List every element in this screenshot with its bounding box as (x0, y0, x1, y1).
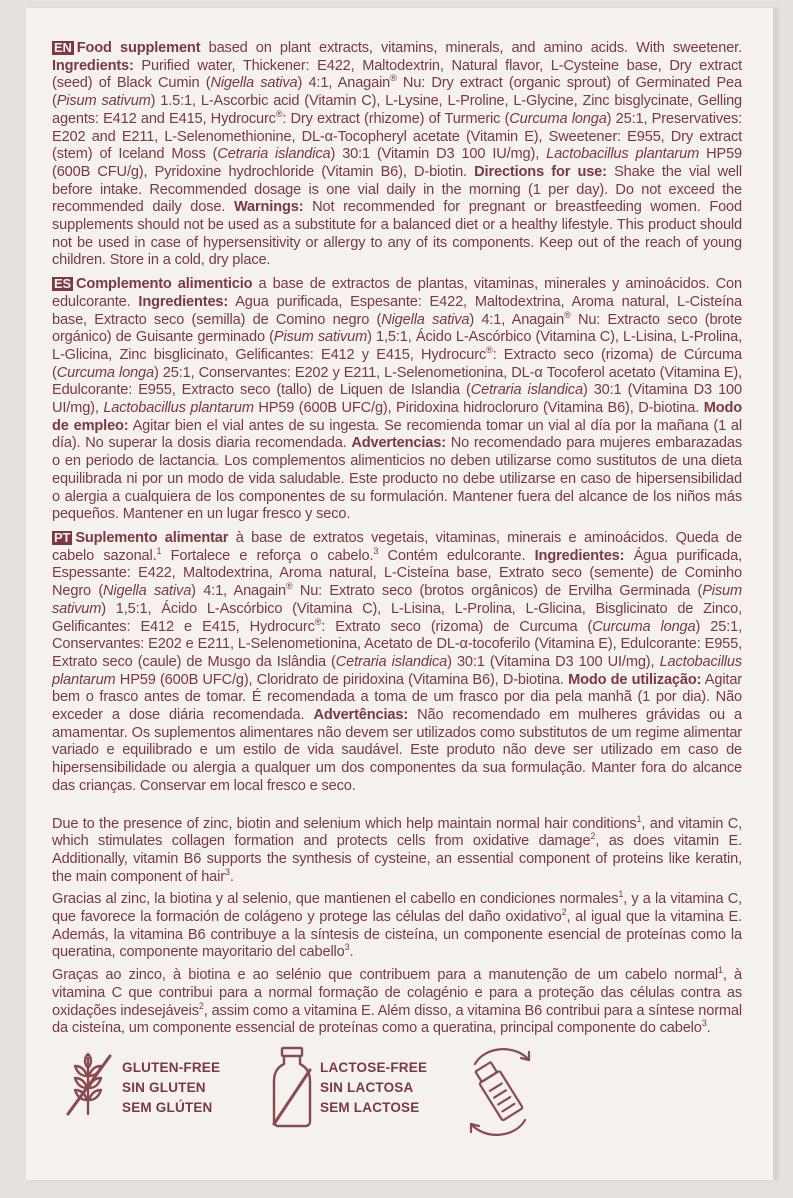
claim-text: Gracias al zinc, la biotina y al selenio, que mantienen el cabello en condiciones normales (52, 891, 619, 908)
claim-text: , al igual que la vitamina E. Además, la vitamina B6 contribuye a la síntesis de cisteína, un componente esencial de proteínas como la queratina, componente mayoritario del cabello (52, 909, 742, 961)
ingredients-label-es: Ingredientes: (138, 293, 229, 310)
ingredients-label-en: Ingredients: (52, 57, 134, 74)
registered-mark: ® (286, 581, 293, 592)
ingredients-text: HP59 (600B CFU/g), Pyridoxine hydrochloride (Vitamin B6), D-biotin. (52, 146, 743, 180)
ingredients-text: Nu: Extrato seco (brotos orgânicos) de Ervilha Germinada ( (292, 583, 703, 600)
directions-text: Agitar bem o frasco antes de tomar. É recomendada a toma de um frasco por dia pela manhã (1 por dia). Não exceder a dose diária recomendada. (52, 671, 743, 724)
gluten-free-label-es: SIN GLUTEN (122, 1080, 206, 1095)
ingredients-text: Purified water, Thickener: E422, Maltodextrin, Natural flavor, L-Cysteine base, Dry extract (seed) of Black Cumin ( (52, 57, 742, 92)
claim-text: , as does vitamin E. Additionally, vitamin B6 supports the synthesis of cysteine, an essential component of proteins like keratin, the main component of hair (52, 833, 742, 885)
footnote-mark: 1 (718, 965, 723, 976)
ingredients-text: Curcuma longa (56, 364, 154, 381)
warnings-text: No recomendado para mujeres embarazadas o en periodo de lactancia. Los complementos alimenticios no deben utilizarse como sustitutos de una dieta equilibrada ni por un modo de vida saludable. Este producto no debe utilizarse en caso de hipersensibilidad o alergia a cualquiera de los componentes de su formulación. Mantener fuera del alcance de los niños más pequeños. Mantener en un lugar fresco y seco. (52, 435, 742, 523)
ingredients-text: Cetraria islandica (335, 653, 448, 670)
directions-label-es: Modo de empleo: (52, 400, 742, 434)
ingredients-text: ) 30:1 (Vitamina D3 100 UI/mg), (447, 653, 660, 670)
ingredients-text: ) 1,5:1, Ácido L-Ascórbico (Vitamina C), L-Lisina, L-Prolina, L-Glicina, Zinc bisglicinato, Gelificantes: E412 y E415, Hydrocurc (52, 329, 742, 363)
ingredients-text: ) 25:1, Preservatives: E202 and E211, L-Selenomethionine, DL-α-Tocopheryl acetate (Vitamin E), Sweetener: E955, Dry extract (stem) of Iceland Moss ( (52, 110, 742, 163)
shake-vial-icon (455, 1040, 545, 1144)
gluten-free-labels (122, 1058, 220, 1118)
ingredients-text: Nigella sativa (381, 311, 470, 328)
intro-pt: Contém edulcorante. (378, 547, 535, 564)
ingredients-text: HP59 (600B UFC/g), Cloridrato de piridoxina (Vitamina B6), D-biotina. (115, 671, 569, 688)
directions-label-pt: Modo de utilização: (568, 671, 702, 688)
ingredients-text: Curcuma longa (592, 618, 696, 635)
ingredients-text: ) 4:1, Anagain (191, 583, 286, 600)
registered-mark: ® (275, 108, 283, 119)
gluten-free-label-en: GLUTEN-FREE (122, 1060, 221, 1075)
section-es (52, 276, 742, 524)
claim-text: . (349, 944, 354, 961)
product-type-es: Complemento alimenticio (76, 276, 253, 293)
ingredients-text: : Extracto seco (rizoma) de Cúrcuma ( (52, 346, 742, 381)
ingredients-text: : Extrato seco (rizoma) de Curcuma ( (321, 618, 593, 635)
ingredients-text: ) 25:1, Conservantes: E202 e E211, L-Selenometionina, Acetato de DL-α-tocoferilo (Vitamina E), Edulcorante: E955, Extrato seco (caule) de Musgo da Islândia ( (52, 618, 743, 670)
ingredients-text: : Dry extract (rhizome) of Turmeric ( (282, 110, 510, 127)
footnote-mark: 1 (618, 889, 624, 900)
lactose-free-label-pt: SEM LACTOSE (320, 1100, 420, 1115)
lactose-free-label-en: LACTOSE-FREE (320, 1060, 428, 1075)
claim-text: Graças ao zinco, à biotina e ao selénio que contribuem para a manutenção de um cabelo normal (52, 967, 719, 984)
gluten-free-badge (60, 1048, 240, 1138)
ingredients-text: Pisum sativum (52, 583, 742, 617)
claim-pt (52, 967, 742, 1038)
intro-en: based on plant extracts, vitamins, minerals, and amino acids. With sweetener. (200, 40, 742, 56)
ingredients-text: Cetraria islandica (470, 382, 583, 399)
shake-badge (455, 1040, 555, 1145)
ingredients-text: Pisum sativum (56, 93, 151, 110)
claim-text: , and vitamin C, which stimulates collagen formation and protects cells from oxidative damage (52, 815, 742, 850)
warnings-label-en: Warnings: (233, 199, 304, 216)
warnings-label-es: Advertencias: (351, 435, 446, 452)
registered-mark: ® (486, 345, 493, 356)
lactose-free-badge (270, 1044, 470, 1139)
ingredients-text: Lactobacillus plantarum (546, 146, 700, 163)
ingredients-text: Lactobacillus plantarum (52, 653, 743, 688)
wheat-crossed-icon (60, 1048, 116, 1120)
ingredients-text: Nigella sativa (210, 75, 298, 92)
ingredients-text: ) 1.5:1, L-Ascorbic acid (Vitamin C), L-Lysine, L-Proline, L-Glycine, Zinc bisglycinate, Gelling agents: E412 and E415, Hydrocurc (52, 93, 742, 127)
ingredients-text: Pisum sativum (273, 329, 368, 346)
milk-bottle-crossed-icon (270, 1044, 314, 1128)
ingredients-text: Lactobacillus plantarum (103, 400, 254, 417)
ingredients-text: Nu: Dry extract (organic sprout) of Germinated Pea ( (52, 75, 742, 110)
claim-text: . (229, 868, 234, 885)
lactose-free-label-es: SIN LACTOSA (320, 1080, 414, 1095)
ingredients-text: ) 30:1 (Vitamina D3 100 UI/mg), (52, 382, 742, 417)
footnote-mark: 2 (198, 1000, 204, 1011)
badges-row (60, 1040, 750, 1150)
claim-text: , assim como a vitamina E. Além disso, a vitamina B6 contribui para a síntese normal da cisteína, um componente essencial de proteínas como a queratina, principal componente do cabelo (52, 1002, 742, 1037)
intro-es: a base de extractos de plantas, vitaminas, minerales y aminoácidos. Con edulcorante. (52, 276, 742, 310)
language-flag-pt: PT (54, 529, 71, 545)
ingredients-label-pt: Ingredientes: (534, 547, 625, 564)
registered-mark: ® (314, 616, 322, 627)
footnote-mark: 3 (344, 942, 350, 953)
ingredients-text: Água purificada, Espessante: E422, Maltodextrina, Aroma natural, L-Cisteína base, Extrato seco (semente) de Cominho Negro ( (52, 547, 742, 600)
ingredients-text: Nigella sativa (103, 583, 192, 600)
section-pt (52, 530, 742, 796)
language-flag-es: ES (54, 276, 72, 292)
product-type-en: Food supplement (76, 40, 201, 56)
registered-mark: ® (390, 73, 397, 84)
directions-text: Agitar bien el vial antes de su ingesta. Se recomienda tomar un vial al día por la mañana (1 al día). No superar la dosis diaria recomendada. (52, 417, 742, 452)
footnote-mark: 1 (156, 545, 162, 556)
ingredients-text: Cetraria islandica (217, 146, 331, 163)
footnote-mark: 3 (373, 545, 379, 556)
ingredients-text: Agua purificada, Espesante: E422, Maltodextrina, Aroma natural, L-Cisteína base, Extracto seco (semilla) de Comino negro ( (52, 293, 742, 328)
registered-mark: ® (564, 309, 571, 320)
claim-text: Due to the presence of zinc, biotin and selenium which help maintain normal hair conditions (52, 815, 637, 832)
ingredients-text: HP59 (600B UFC/g), Piridoxina hidrocloruro (Vitamina B6), D-biotina. (253, 400, 704, 417)
claim-text: , à vitamina C que contribui para a normal formação de colagénio e para a proteção das células contra as oxidações indesejáveis (52, 967, 742, 1019)
claim-text: . (706, 1020, 711, 1037)
ingredients-text: ) 30:1 (Vitamin D3 100 IU/mg), (330, 146, 547, 163)
warnings-label-pt: Advertências: (313, 707, 409, 724)
claim-text: , y a la vitamina C, que favorece la formación de colágeno y protege las células del daño oxidativo (52, 891, 742, 926)
footnote-mark: 3 (224, 866, 230, 877)
claim-en (52, 813, 742, 887)
footnote-mark: 1 (636, 813, 642, 824)
warnings-text: Not recommended for pregnant or breastfeeding women. Food supplements should not be used as a substitute for a balanced diet or a healthy lifestyle. This product should not be used in case of hypersensitivity or allergy to any of its components. Keep out of the reach of young children. Store in a cold, dry place. (52, 199, 742, 269)
directions-label-en: Directions for use: (474, 163, 607, 180)
ingredients-text: ) 25:1, Conservantes: E202 y E211, L-Selenometionina, DL-α Tocoferol acetato (Vitamina E), Edulcorante: E955, Extracto seco (tallo) de Liquen de Islandia ( (52, 364, 743, 399)
label-text (52, 40, 742, 1043)
lactose-free-labels (320, 1058, 427, 1118)
footnote-mark: 2 (590, 831, 596, 842)
product-type-pt: Suplemento alimentar (75, 529, 229, 546)
ingredients-text: ) 4:1, Anagain (297, 75, 391, 92)
footnote-mark: 2 (561, 907, 567, 918)
ingredients-text: ) 4:1, Anagain (469, 311, 565, 328)
ingredients-text: ) 1,5:1, Ácido L-Ascórbico (Vitamina C), L-Lisina, L-Prolina, L-Glicina, Bisglicinato de Zinco, Gelificantes: E412 e E415, Hydrocurc (52, 600, 742, 635)
directions-text: Shake the vial well before intake. Recommended dosage is one vial daily in the morning (1 per day). Do not exceed the recommended daily dose. (52, 163, 742, 216)
footnote-mark: 3 (701, 1018, 707, 1029)
section-en (52, 40, 742, 270)
claim-es (52, 891, 742, 962)
intro-pt: à base de extratos vegetais, vitaminas, minerais e aminoácidos. Queda de cabelo sazonal. (52, 529, 742, 564)
intro-pt: Fortalece e reforça o cabelo. (161, 547, 374, 564)
language-flag-en: EN (54, 40, 72, 55)
warnings-text: Não recomendado em mulheres grávidas ou a amamentar. Os suplementos alimentares não devem ser utilizados como substitutos de um regime alimentar variado e equilibrado e um estilo de vida saudável. Este produto não deve ser utilizado em caso de hipersensibilidade ou alergia a qualquer um dos componentes da sua formulação. Manter fora do alcance das crianças. Conservar em local fresco e seco. (52, 707, 742, 794)
gluten-free-label-pt: SEM GLÚTEN (122, 1100, 213, 1115)
ingredients-text: Curcuma longa (509, 110, 607, 127)
ingredients-text: Nu: Extracto seco (brote orgánico) de Guisante germinado ( (52, 311, 742, 346)
